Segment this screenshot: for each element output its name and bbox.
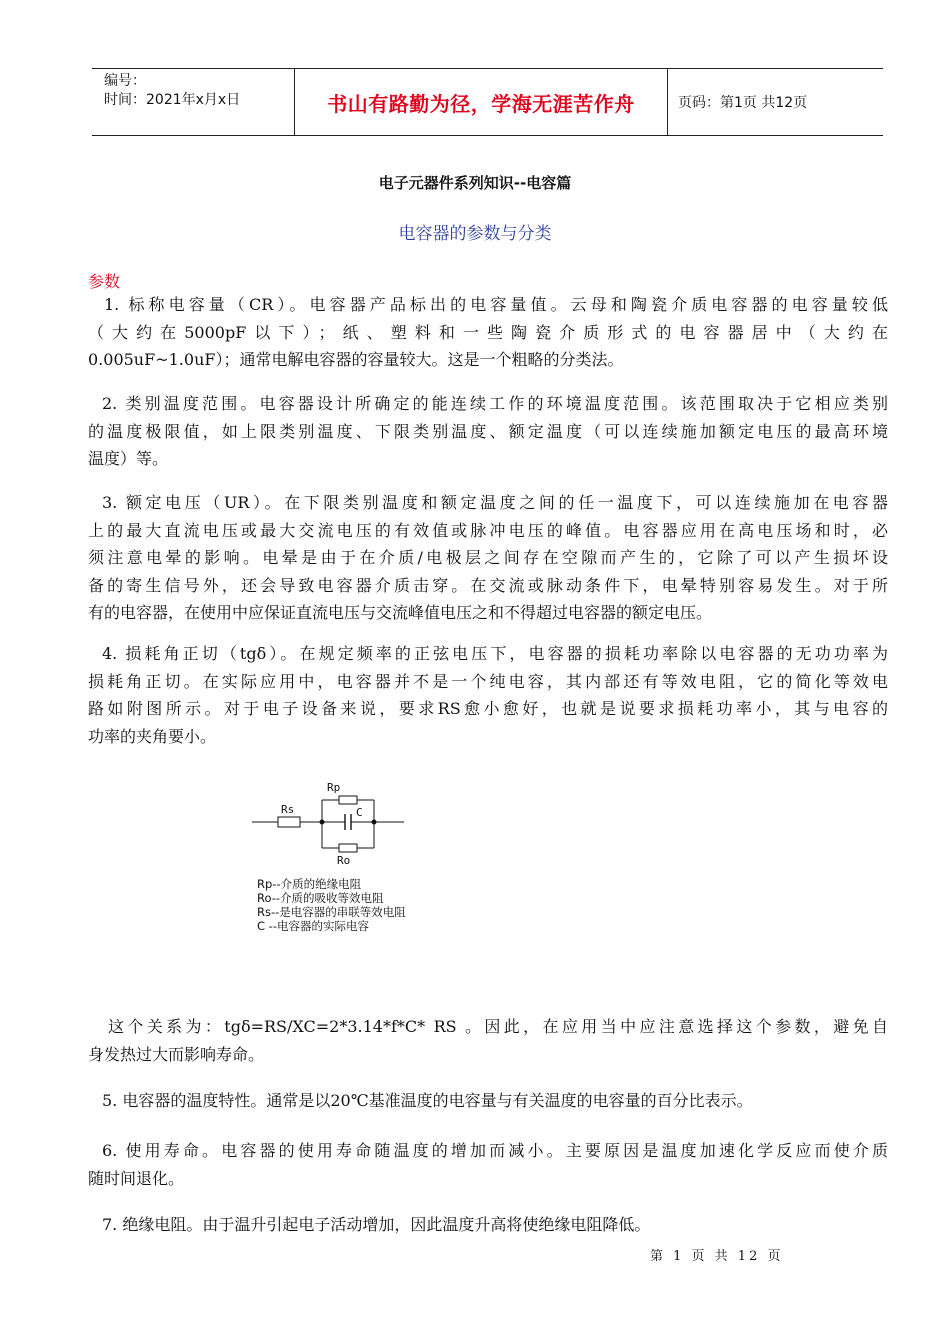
ro-label: Ro <box>337 854 351 867</box>
paragraph-loss-tangent <box>88 640 888 750</box>
text-line: 6. 使用寿命。电容器的使用寿命随温度的增加而减小。主要原因是温度加速化学反应而使介质 <box>102 1141 888 1160</box>
text-line: 0.005uF~1.0uF）；通常电解电容器的容量较大。这是一个粗略的分类法。 <box>88 350 624 369</box>
c-label: C <box>356 806 363 819</box>
text-line: 功率的夹角要小。 <box>88 726 217 746</box>
rs-resistor <box>278 817 300 827</box>
text-line: 温度）等。 <box>88 449 169 468</box>
text-line: 7. 绝缘电阻。由于温升引起电子活动增加，因此温度升高将使绝缘电阻降低。 <box>102 1215 651 1234</box>
paragraph-temperature-range <box>88 390 888 473</box>
text-line: 须注意电晕的影响。电晕是由于在介质/电极层之间存在空隙而产生的，它除了可以产生损坏设 <box>88 548 888 567</box>
equivalent-circuit-figure <box>252 776 412 946</box>
text-line: 3. 额定电压（UR）。在下限类别温度和额定温度之间的任一温度下，可以连续施加在电容器 <box>102 493 888 512</box>
number-label: 编号： <box>104 73 146 89</box>
text-line: （大约在5000pF以下）；纸、塑料和一些陶瓷介质形式的电容器居中（大约在 <box>88 322 888 342</box>
rp-label: Rp <box>327 781 341 794</box>
text-line: 上的最大直流电压或最大交流电压的有效值或脉冲电压的峰值。电容器应用在高电压场和时，必 <box>88 520 888 540</box>
legend-rs: Rs--是电容器的串联等效电阻 <box>257 905 406 919</box>
legend-ro: Ro--介质的吸收等效电阻 <box>257 891 384 905</box>
rp-resistor <box>339 796 357 804</box>
text-line: 2. 类别温度范围。电容器设计所确定的能连续工作的环境温度范围。该范围取决于它相应类别 <box>102 394 888 413</box>
document-header <box>92 68 883 136</box>
text-line: 5. 电容器的温度特性。通常是以20℃基准温度的电容量与有关温度的电容量的百分比表示。 <box>102 1091 753 1110</box>
legend-rp: Rp--介质的绝缘电阻 <box>257 877 362 891</box>
text-line: 损耗角正切。在实际应用中，电容器并不是一个纯电容，其内部还有等效电阻，它的简化等效电 <box>88 671 888 691</box>
page-info: 页码：第1页 共12页 <box>678 95 808 111</box>
section-heading: 参数 <box>88 272 121 291</box>
paragraph-rated-voltage <box>88 489 888 627</box>
text-line: 有的电容器，在使用中应保证直流电压与交流峰值电压之和不得超过电容器的额定电压。 <box>88 603 713 622</box>
paragraph-temperature-characteristic <box>88 1087 888 1115</box>
header-meta-cell <box>92 69 295 135</box>
text-line: 这个关系为：tgδ=RS/XC=2*3.14*f*C* RS 。因此，在应用当中应注意选择这个参数，避免自 <box>108 1017 888 1036</box>
header-page-cell <box>668 69 883 135</box>
paragraph-insulation-resistance <box>88 1211 888 1239</box>
equivalent-circuit-diagram <box>252 776 412 946</box>
paragraph-nominal-capacitance <box>88 291 888 374</box>
time-label: 时间：2021年x月x日 <box>104 92 241 108</box>
rs-label: Rs <box>281 803 295 816</box>
document-title: 电子元器件系列知识--电容篇 <box>378 174 572 192</box>
legend-c: C --电容器的实际电容 <box>257 919 369 933</box>
paragraph-service-life <box>88 1137 888 1192</box>
text-line: 1. 标称电容量（CR）。电容器产品标出的电容量值。云母和陶瓷介质电容器的电容量较低 <box>104 295 888 314</box>
header-motto-cell <box>295 69 668 135</box>
text-line: 身发热过大而影响寿命。 <box>88 1044 265 1064</box>
text-line: 的温度极限值，如上限类别温度、下限类别温度、额定温度（可以连续施加额定电压的最高环境 <box>88 421 888 441</box>
page-footer: 第 1 页 共 12 页 <box>650 1249 784 1264</box>
text-line: 备的寄生信号外，还会导致电容器介质击穿。在交流或脉动条件下，电晕特别容易发生。对于所 <box>88 575 888 595</box>
ro-resistor <box>339 844 357 852</box>
text-line: 路如附图所示。对于电子设备来说，要求RS愈小愈好，也就是说要求损耗功率小，其与电容的 <box>88 699 888 718</box>
motto: 书山有路勤为径，学海无涯苦作舟 <box>327 91 635 116</box>
paragraph-relation <box>88 1013 888 1068</box>
text-line: 4. 损耗角正切（tgδ）。在规定频率的正弦电压下，电容器的损耗功率除以电容器的无功功率为 <box>102 644 888 663</box>
document-subtitle: 电容器的参数与分类 <box>398 224 552 244</box>
text-line: 随时间退化。 <box>88 1168 185 1188</box>
